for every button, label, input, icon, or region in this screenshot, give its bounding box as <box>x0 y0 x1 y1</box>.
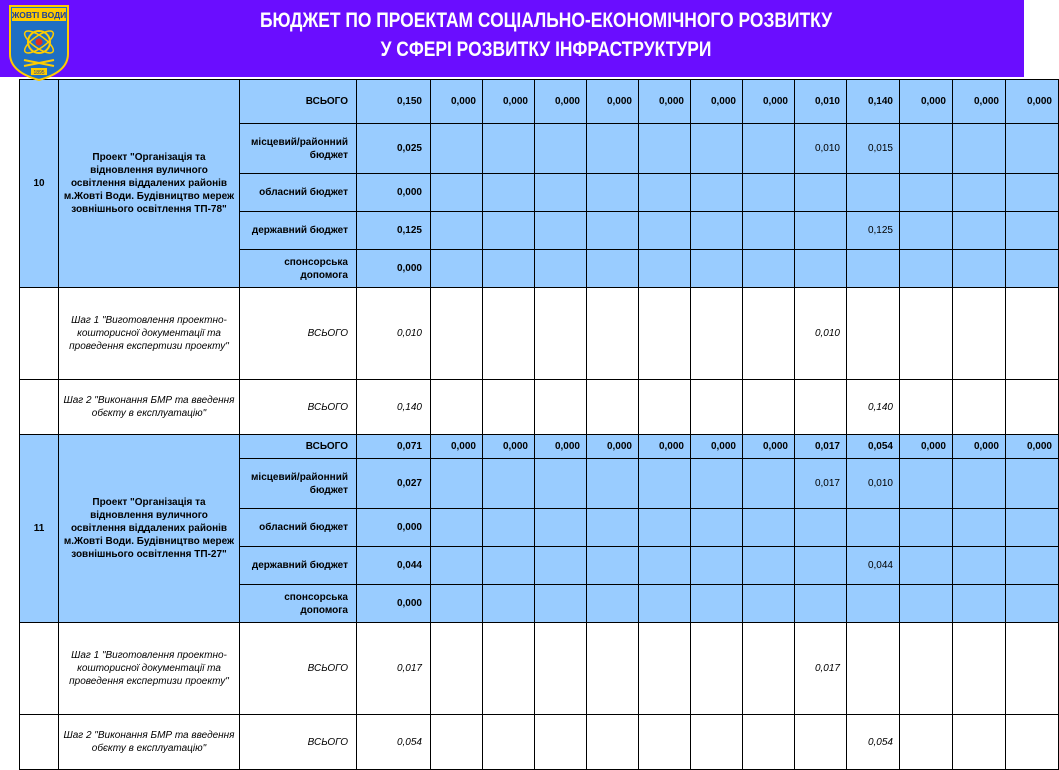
period-value: 0,000 <box>431 435 483 459</box>
period-value <box>483 623 535 715</box>
period-value <box>483 459 535 509</box>
period-value <box>1006 380 1059 435</box>
step-name: Шаг 1 "Виготовлення проектно-кошторисної документації та проведення експертизи проекту" <box>59 288 240 380</box>
period-value <box>535 124 587 174</box>
period-value: 0,000 <box>431 80 483 124</box>
period-value: 0,054 <box>847 435 900 459</box>
total-value: 0,025 <box>357 124 431 174</box>
total-value: 0,000 <box>357 585 431 623</box>
period-value <box>847 288 900 380</box>
period-value <box>1006 715 1059 770</box>
period-value <box>743 459 795 509</box>
period-value <box>795 715 847 770</box>
period-value <box>953 174 1006 212</box>
period-value <box>691 715 743 770</box>
period-value: 0,000 <box>953 435 1006 459</box>
step-index <box>20 715 59 770</box>
period-value <box>639 380 691 435</box>
period-value <box>953 124 1006 174</box>
period-value <box>953 547 1006 585</box>
period-value <box>900 459 953 509</box>
period-value: 0,010 <box>795 124 847 174</box>
period-value <box>587 623 639 715</box>
period-value <box>847 623 900 715</box>
period-value <box>691 585 743 623</box>
period-value <box>587 174 639 212</box>
period-value: 0,000 <box>483 80 535 124</box>
project-index: 10 <box>20 80 59 288</box>
logo-text: ЖОВТІ ВОДИ <box>11 10 67 20</box>
period-value: 0,017 <box>795 623 847 715</box>
period-value <box>900 174 953 212</box>
period-value <box>483 212 535 250</box>
period-value: 0,000 <box>953 80 1006 124</box>
period-value <box>1006 459 1059 509</box>
period-value: 0,000 <box>639 435 691 459</box>
period-value <box>691 124 743 174</box>
period-value <box>1006 623 1059 715</box>
total-value: 0,000 <box>357 250 431 288</box>
period-value <box>743 547 795 585</box>
period-value: 0,000 <box>587 435 639 459</box>
period-value <box>431 288 483 380</box>
period-value <box>587 459 639 509</box>
period-value <box>639 124 691 174</box>
period-value <box>900 715 953 770</box>
period-value <box>535 459 587 509</box>
budget-table-container <box>19 79 1052 768</box>
period-value <box>691 459 743 509</box>
period-value <box>847 585 900 623</box>
period-value: 0,000 <box>900 80 953 124</box>
period-value <box>483 250 535 288</box>
funding-source: ВСЬОГО <box>240 380 357 435</box>
total-value: 0,010 <box>357 288 431 380</box>
period-value: 0,000 <box>587 80 639 124</box>
total-value: 0,054 <box>357 715 431 770</box>
period-value <box>691 380 743 435</box>
period-value <box>743 380 795 435</box>
period-value: 0,000 <box>691 435 743 459</box>
table-row <box>20 80 1059 124</box>
period-value: 0,140 <box>847 380 900 435</box>
project-name: Проект "Організація та відновлення вуличного освітлення віддалених районів м.Жовті Води. Будівництво мереж зовнішнього освітлення ТП-27" <box>59 435 240 623</box>
period-value <box>431 509 483 547</box>
funding-source: спонсорська допомога <box>240 585 357 623</box>
step-name: Шаг 2 "Виконання БМР та введення обєкту в експлуатацію" <box>59 715 240 770</box>
period-value <box>1006 509 1059 547</box>
step-row <box>20 715 1059 770</box>
funding-source: ВСЬОГО <box>240 80 357 124</box>
period-value <box>639 715 691 770</box>
period-value <box>639 459 691 509</box>
funding-source: обласний бюджет <box>240 509 357 547</box>
logo-year: 1895 <box>33 70 45 76</box>
period-value <box>483 547 535 585</box>
total-value: 0,044 <box>357 547 431 585</box>
period-value <box>900 509 953 547</box>
period-value <box>900 380 953 435</box>
title-bar <box>0 0 1024 77</box>
period-value <box>587 212 639 250</box>
table-row <box>20 435 1059 459</box>
total-value: 0,000 <box>357 509 431 547</box>
period-value <box>639 585 691 623</box>
period-value <box>431 547 483 585</box>
period-value <box>587 547 639 585</box>
period-value <box>639 623 691 715</box>
period-value <box>953 715 1006 770</box>
period-value: 0,000 <box>1006 435 1059 459</box>
period-value <box>795 250 847 288</box>
title-line-1: БЮДЖЕТ ПО ПРОЕКТАМ СОЦІАЛЬНО-ЕКОНОМІЧНОГО РОЗВИТКУ <box>259 9 833 32</box>
period-value <box>587 124 639 174</box>
period-value <box>535 585 587 623</box>
period-value <box>587 250 639 288</box>
period-value <box>1006 174 1059 212</box>
period-value <box>1006 250 1059 288</box>
period-value: 0,000 <box>743 435 795 459</box>
period-value <box>639 250 691 288</box>
period-value <box>483 288 535 380</box>
period-value: 0,017 <box>795 435 847 459</box>
period-value <box>431 623 483 715</box>
total-value: 0,000 <box>357 174 431 212</box>
period-value <box>691 547 743 585</box>
period-value <box>535 250 587 288</box>
period-value <box>587 715 639 770</box>
period-value <box>431 250 483 288</box>
total-value: 0,140 <box>357 380 431 435</box>
period-value <box>900 212 953 250</box>
period-value <box>953 585 1006 623</box>
period-value: 0,000 <box>691 80 743 124</box>
funding-source: місцевий/районний бюджет <box>240 124 357 174</box>
period-value <box>639 288 691 380</box>
period-value <box>743 124 795 174</box>
period-value <box>900 288 953 380</box>
period-value <box>743 585 795 623</box>
period-value <box>743 509 795 547</box>
step-index <box>20 380 59 435</box>
period-value <box>1006 212 1059 250</box>
period-value <box>953 509 1006 547</box>
period-value <box>587 380 639 435</box>
period-value <box>743 623 795 715</box>
period-value <box>483 380 535 435</box>
period-value <box>535 623 587 715</box>
period-value: 0,000 <box>535 435 587 459</box>
period-value <box>431 212 483 250</box>
period-value: 0,054 <box>847 715 900 770</box>
period-value <box>431 715 483 770</box>
period-value <box>587 288 639 380</box>
funding-source: ВСЬОГО <box>240 623 357 715</box>
period-value <box>691 623 743 715</box>
period-value <box>639 547 691 585</box>
period-value: 0,000 <box>639 80 691 124</box>
page-title <box>156 6 936 64</box>
period-value <box>587 509 639 547</box>
period-value <box>953 212 1006 250</box>
period-value <box>639 174 691 212</box>
period-value <box>900 124 953 174</box>
funding-source: спонсорська допомога <box>240 250 357 288</box>
period-value: 0,000 <box>483 435 535 459</box>
funding-source: державний бюджет <box>240 547 357 585</box>
total-value: 0,027 <box>357 459 431 509</box>
period-value <box>847 509 900 547</box>
period-value <box>483 174 535 212</box>
period-value <box>483 509 535 547</box>
period-value <box>535 380 587 435</box>
period-value <box>795 380 847 435</box>
period-value <box>431 380 483 435</box>
total-value: 0,071 <box>357 435 431 459</box>
period-value <box>483 124 535 174</box>
period-value <box>953 623 1006 715</box>
title-line-2: У СФЕРІ РОЗВИТКУ ІНФРАСТРУКТУРИ <box>380 38 712 61</box>
step-row <box>20 380 1059 435</box>
period-value <box>1006 547 1059 585</box>
city-coat-of-arms <box>4 2 74 82</box>
period-value <box>431 174 483 212</box>
period-value <box>691 250 743 288</box>
period-value <box>953 380 1006 435</box>
period-value <box>431 124 483 174</box>
period-value: 0,015 <box>847 124 900 174</box>
period-value <box>953 288 1006 380</box>
period-value <box>795 212 847 250</box>
period-value <box>900 250 953 288</box>
period-value <box>900 623 953 715</box>
period-value <box>535 715 587 770</box>
period-value <box>743 715 795 770</box>
period-value <box>743 212 795 250</box>
period-value: 0,017 <box>795 459 847 509</box>
period-value: 0,000 <box>743 80 795 124</box>
step-name: Шаг 1 "Виготовлення проектно-кошторисної документації та проведення експертизи проекту" <box>59 623 240 715</box>
step-row <box>20 288 1059 380</box>
funding-source: ВСЬОГО <box>240 715 357 770</box>
total-value: 0,125 <box>357 212 431 250</box>
project-index: 11 <box>20 435 59 623</box>
period-value <box>900 547 953 585</box>
step-name: Шаг 2 "Виконання БМР та введення обєкту в експлуатацію" <box>59 380 240 435</box>
period-value <box>1006 585 1059 623</box>
period-value <box>483 715 535 770</box>
funding-source: місцевий/районний бюджет <box>240 459 357 509</box>
period-value <box>743 174 795 212</box>
funding-source: ВСЬОГО <box>240 288 357 380</box>
period-value <box>1006 124 1059 174</box>
total-value: 0,150 <box>357 80 431 124</box>
period-value: 0,010 <box>795 80 847 124</box>
period-value <box>691 212 743 250</box>
period-value <box>691 174 743 212</box>
budget-table-body <box>20 80 1059 770</box>
period-value: 0,000 <box>1006 80 1059 124</box>
budget-table <box>19 79 1059 770</box>
period-value <box>847 250 900 288</box>
period-value <box>691 288 743 380</box>
period-value <box>743 250 795 288</box>
funding-source: обласний бюджет <box>240 174 357 212</box>
period-value: 0,140 <box>847 80 900 124</box>
period-value <box>795 509 847 547</box>
period-value <box>431 459 483 509</box>
period-value <box>535 212 587 250</box>
period-value: 0,010 <box>847 459 900 509</box>
period-value <box>535 509 587 547</box>
period-value: 0,044 <box>847 547 900 585</box>
step-row <box>20 623 1059 715</box>
period-value <box>743 288 795 380</box>
period-value <box>795 174 847 212</box>
period-value <box>691 509 743 547</box>
period-value <box>795 585 847 623</box>
period-value <box>1006 288 1059 380</box>
period-value <box>639 509 691 547</box>
period-value: 0,000 <box>900 435 953 459</box>
period-value <box>431 585 483 623</box>
funding-source: державний бюджет <box>240 212 357 250</box>
period-value <box>483 585 535 623</box>
period-value: 0,125 <box>847 212 900 250</box>
period-value <box>953 250 1006 288</box>
step-index <box>20 623 59 715</box>
total-value: 0,017 <box>357 623 431 715</box>
period-value <box>953 459 1006 509</box>
period-value <box>639 212 691 250</box>
period-value: 0,010 <box>795 288 847 380</box>
period-value <box>535 288 587 380</box>
period-value <box>535 547 587 585</box>
step-index <box>20 288 59 380</box>
period-value <box>847 174 900 212</box>
period-value <box>795 547 847 585</box>
period-value: 0,000 <box>535 80 587 124</box>
project-name: Проект "Організація та відновлення вуличного освітлення віддалених районів м.Жовті Води. Будівництво мереж зовнішнього освітлення ТП-78" <box>59 80 240 288</box>
funding-source: ВСЬОГО <box>240 435 357 459</box>
period-value <box>900 585 953 623</box>
period-value <box>587 585 639 623</box>
period-value <box>535 174 587 212</box>
